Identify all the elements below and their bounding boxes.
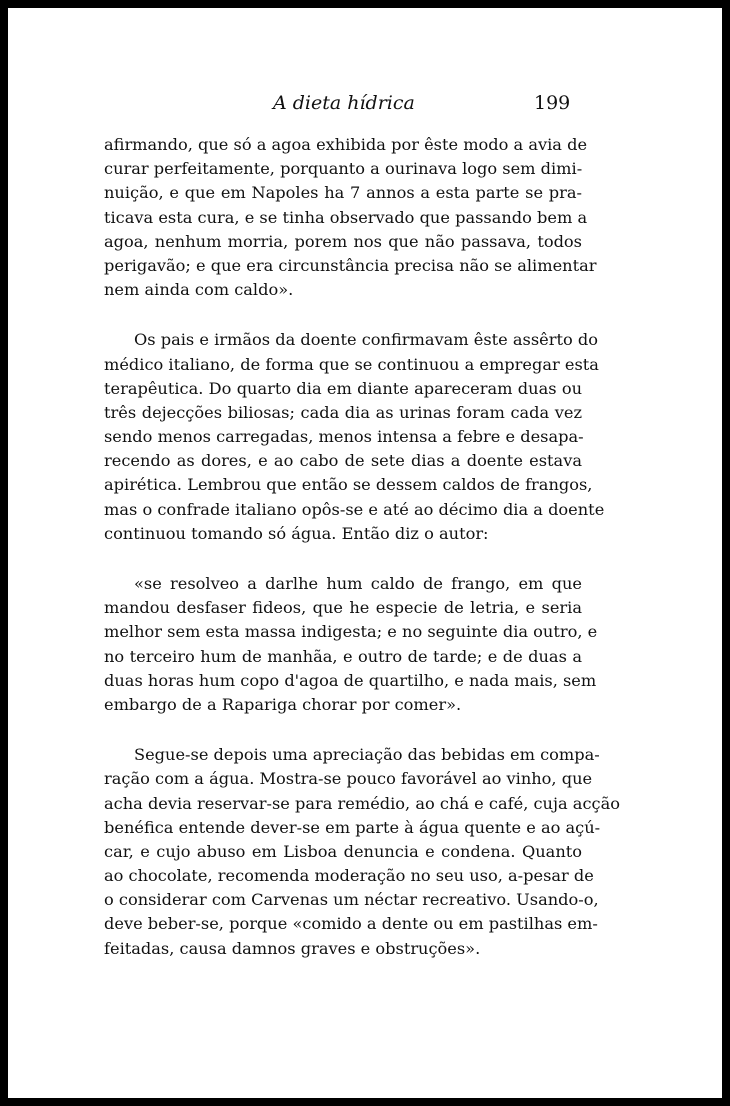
text-line: embargo de a Rapariga chorar por comer». [104, 694, 462, 714]
text-line: agoa, nenhum morria, porem nos que não passava, todos [104, 231, 582, 251]
text-line: no terceiro hum de manhãa, e outro de tarde; e de duas a [104, 646, 582, 666]
paragraph-gap [104, 717, 582, 743]
text-line: ao chocolate, recomenda moderação no seu uso, a-pesar de [104, 866, 594, 886]
book-page [8, 8, 722, 1098]
text-line: três dejecções biliosas; cada dia as urinas foram cada vez [104, 402, 582, 422]
page-header [8, 92, 722, 122]
text-line: continuou tomando só água. Então diz o autor: [104, 523, 489, 543]
text-line: Segue-se depois uma apreciação das bebidas em compa- [134, 745, 600, 765]
text-line: nuição, e que em Napoles ha 7 annos a esta parte se pra- [104, 183, 582, 203]
paragraph-gap [104, 546, 582, 572]
text-line: feitadas, causa damnos graves e obstruções». [104, 938, 481, 958]
text-line: car, e cujo abuso em Lisboa denuncia e condena. Quanto [104, 841, 582, 861]
page-number: 199 [534, 92, 571, 114]
text-line: Os pais e irmãos da doente confirmavam êste assêrto do [134, 330, 598, 350]
text-line: ticava esta cura, e se tinha observado que passando bem a [104, 207, 588, 227]
text-line: deve beber-se, porque «comido a dente ou em pastilhas em- [104, 914, 598, 934]
text-line: terapêutica. Do quarto dia em diante apareceram duas ou [104, 378, 582, 398]
text-line: mandou desfaser fideos, que he especie de letria, e seria [104, 598, 582, 618]
text-line: apirética. Lembrou que então se dessem caldos de frangos, [104, 475, 593, 495]
text-line: o considerar com Carvenas um néctar recreativo. Usando-o, [104, 890, 599, 910]
text-line: afirmando, que só a agoa exhibida por êste modo a avia de [104, 135, 588, 154]
text-line: recendo as dores, e ao cabo de sete dias a doente estava [104, 451, 582, 471]
paragraph-gap [104, 302, 582, 328]
text-line: sendo menos carregadas, menos intensa a febre e desapa- [104, 427, 584, 447]
text-line: curar perfeitamente, porquanto a ourinava logo sem dimi- [104, 159, 583, 179]
paragraph [104, 743, 620, 961]
text-line: perigavão; e que era circunstância precisa não se alimentar [104, 255, 597, 275]
text-line: benéfica entende dever-se em parte à água quente e ao açú- [104, 817, 601, 837]
text-line: «se resolveo a darlhe hum caldo de frango, em que [134, 574, 582, 593]
running-title: A dieta hídrica [273, 92, 415, 114]
body-text [104, 133, 620, 961]
text-line: ração com a água. Mostra-se pouco favorável ao vinho, que [104, 769, 593, 789]
paragraph [104, 328, 605, 546]
text-line: mas o confrade italiano opôs-se e até ao décimo dia a doente [104, 499, 605, 519]
text-line: melhor sem esta massa indigesta; e no seguinte dia outro, e [104, 622, 598, 642]
text-line: duas horas hum copo d'agoa de quartilho, e nada mais, sem [104, 670, 597, 690]
text-line: médico italiano, de forma que se continuou a empregar esta [104, 354, 599, 374]
paragraph [104, 572, 598, 717]
text-line: acha devia reservar-se para remédio, ao chá e café, cuja acção [104, 793, 620, 813]
text-line: nem ainda com caldo». [104, 280, 294, 300]
paragraph [104, 133, 597, 302]
